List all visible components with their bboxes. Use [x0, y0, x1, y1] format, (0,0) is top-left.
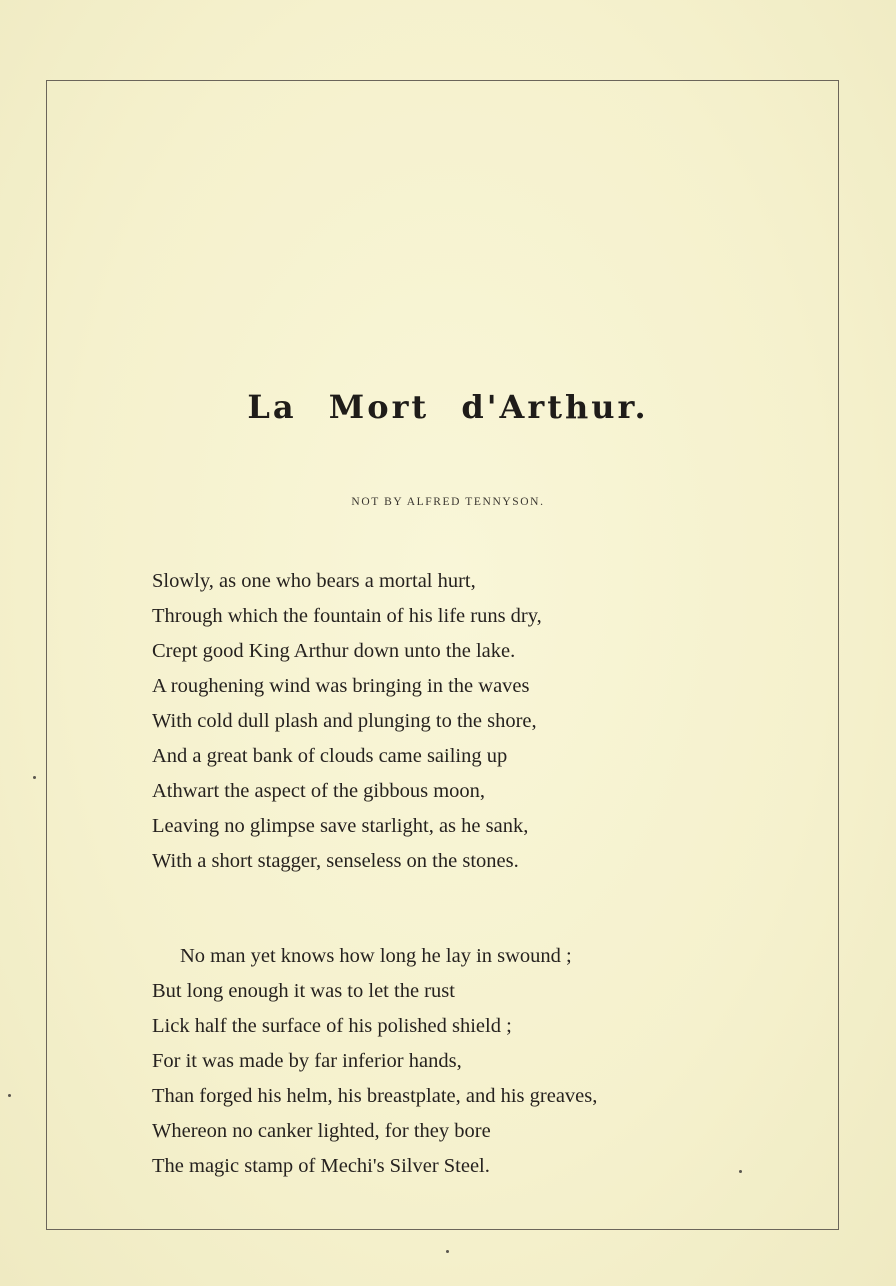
verse-line: With a short stagger, senseless on the stones.	[152, 850, 519, 872]
verse-line: With cold dull plash and plunging to the shore,	[152, 710, 537, 732]
verse-line: Than forged his helm, his breastplate, and his greaves,	[152, 1085, 598, 1107]
verse-line: Lick half the surface of his polished shield ;	[152, 1015, 512, 1037]
print-speck	[446, 1250, 449, 1253]
verse-line: And a great bank of clouds came sailing up	[152, 745, 508, 767]
print-speck	[8, 1094, 11, 1097]
verse-line: A roughening wind was bringing in the waves	[152, 675, 530, 697]
stanza-2	[152, 939, 597, 1184]
verse-line: Through which the fountain of his life runs dry,	[152, 605, 542, 627]
verse-line: Leaving no glimpse save starlight, as he sank,	[152, 815, 529, 837]
print-speck	[739, 1170, 742, 1173]
print-speck	[33, 776, 36, 779]
poem-title: La Mort d'Arthur.	[247, 388, 649, 426]
verse-line: For it was made by far inferior hands,	[152, 1050, 462, 1072]
verse-line: The magic stamp of Mechi's Silver Steel.	[152, 1155, 490, 1177]
verse-line: Crept good King Arthur down unto the lake.	[152, 640, 516, 662]
poem-subtitle: NOT BY ALFRED TENNYSON.	[351, 496, 545, 508]
verse-line: Slowly, as one who bears a mortal hurt,	[152, 570, 476, 592]
verse-line: No man yet knows how long he lay in swound ;	[180, 945, 572, 967]
verse-line: Whereon no canker lighted, for they bore	[152, 1120, 491, 1142]
verse-line: But long enough it was to let the rust	[152, 980, 455, 1002]
stanza-1	[152, 564, 542, 879]
verse-line: Athwart the aspect of the gibbous moon,	[152, 780, 486, 802]
